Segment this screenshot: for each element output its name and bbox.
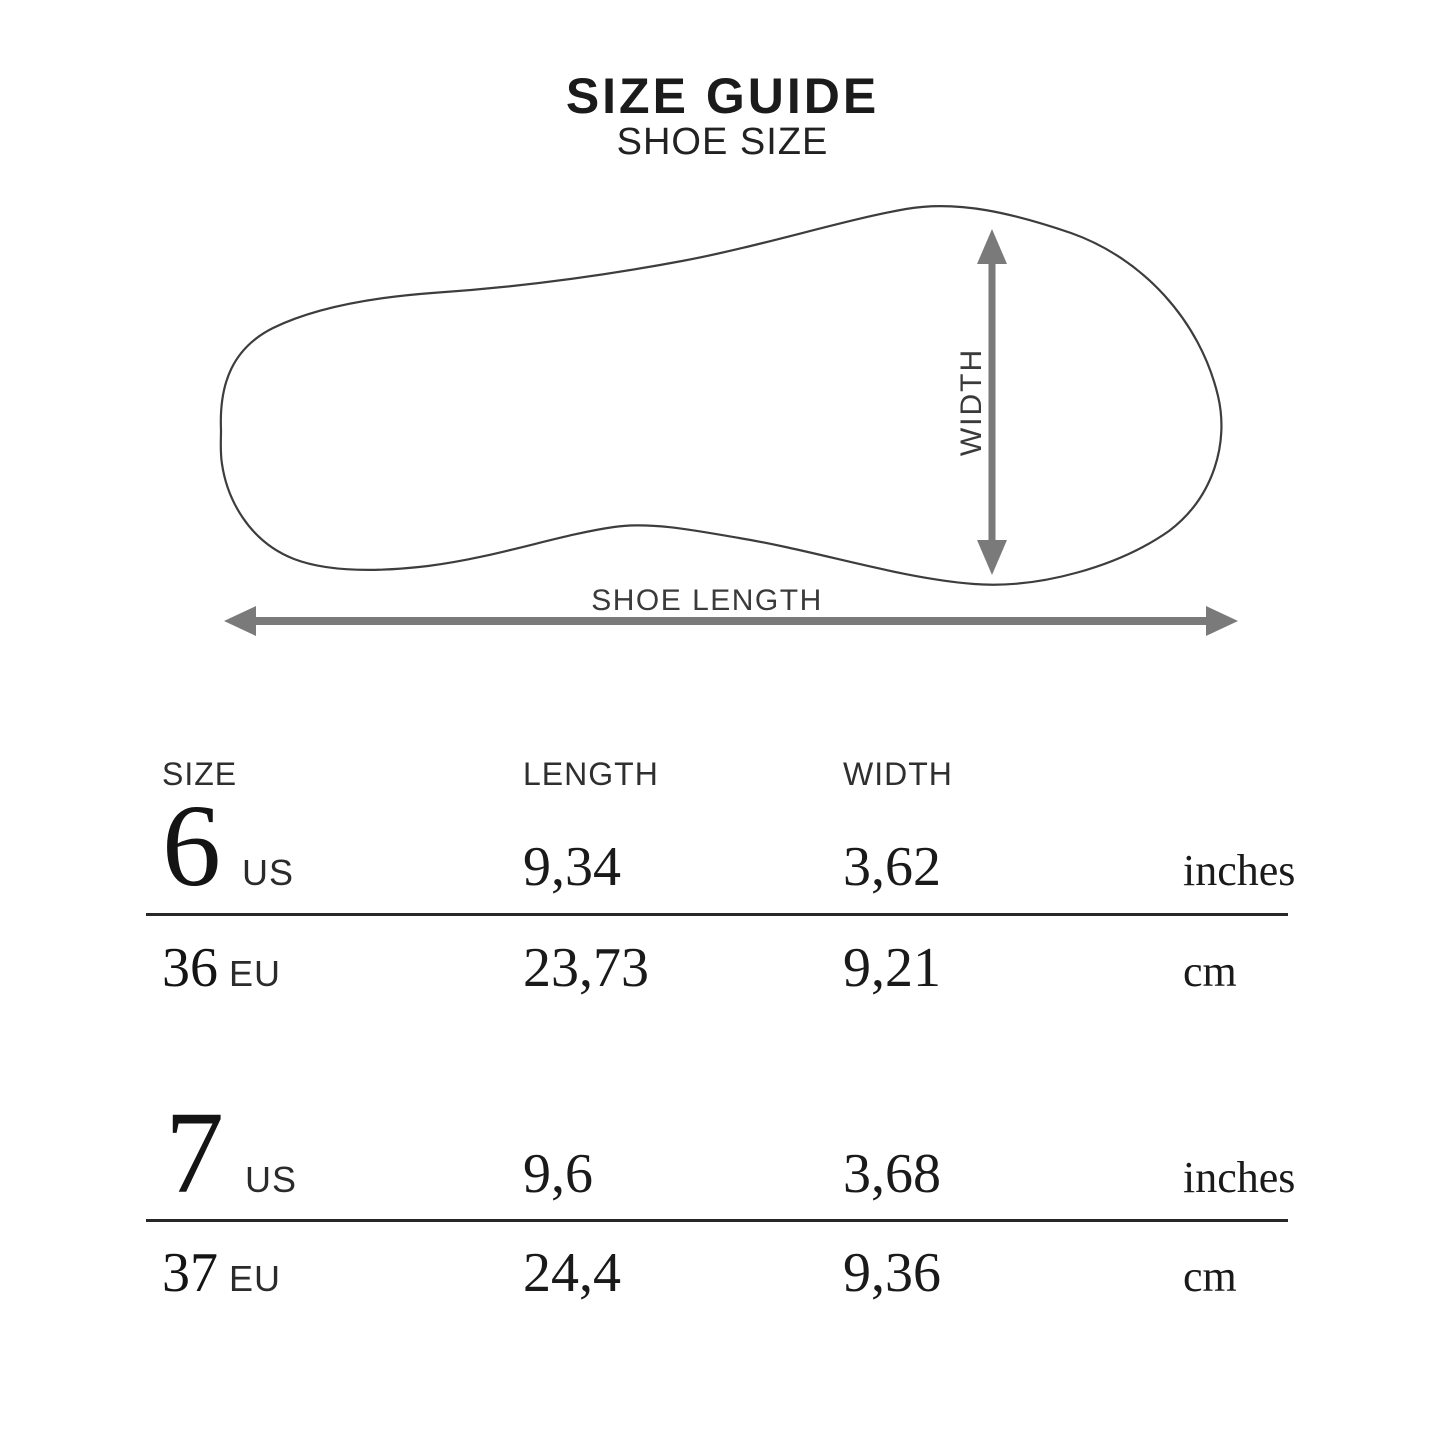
unit-label: inches [1183,846,1296,895]
table-row [162,937,282,999]
unit-label: cm [1183,947,1237,996]
size-system: US [242,852,295,893]
width-value: 9,21 [843,937,941,999]
size-value: 6 [162,780,221,911]
col-header-length: LENGTH [523,756,659,792]
size-value: 36 [162,937,218,999]
length-value: 9,6 [523,1143,593,1205]
size-value: 37 [162,1242,218,1304]
unit-label: inches [1183,1153,1296,1202]
size-system: US [245,1159,298,1200]
width-value: 3,62 [843,836,941,898]
shoe-sole-outline [221,206,1222,585]
page-title: SIZE GUIDE [565,68,880,124]
width-value: 9,36 [843,1242,941,1304]
size-system: EU [229,1258,282,1299]
table-row [162,780,295,911]
length-arrow-label: SHOE LENGTH [591,584,823,617]
size-system: EU [229,953,282,994]
size-value: 7 [165,1087,224,1218]
width-arrow-label: WIDTH [955,347,988,457]
unit-label: cm [1183,1252,1237,1301]
length-value: 23,73 [523,937,649,999]
length-value: 24,4 [523,1242,621,1304]
table-row [165,1087,298,1218]
row-divider [146,913,1288,916]
page-subtitle: SHOE SIZE [616,121,829,163]
length-value: 9,34 [523,836,621,898]
row-divider [146,1219,1288,1222]
table-row [162,1242,282,1304]
shoe-sole-diagram [0,0,1445,700]
col-header-width: WIDTH [843,756,953,792]
col-header-size: SIZE [162,756,238,792]
width-value: 3,68 [843,1143,941,1205]
